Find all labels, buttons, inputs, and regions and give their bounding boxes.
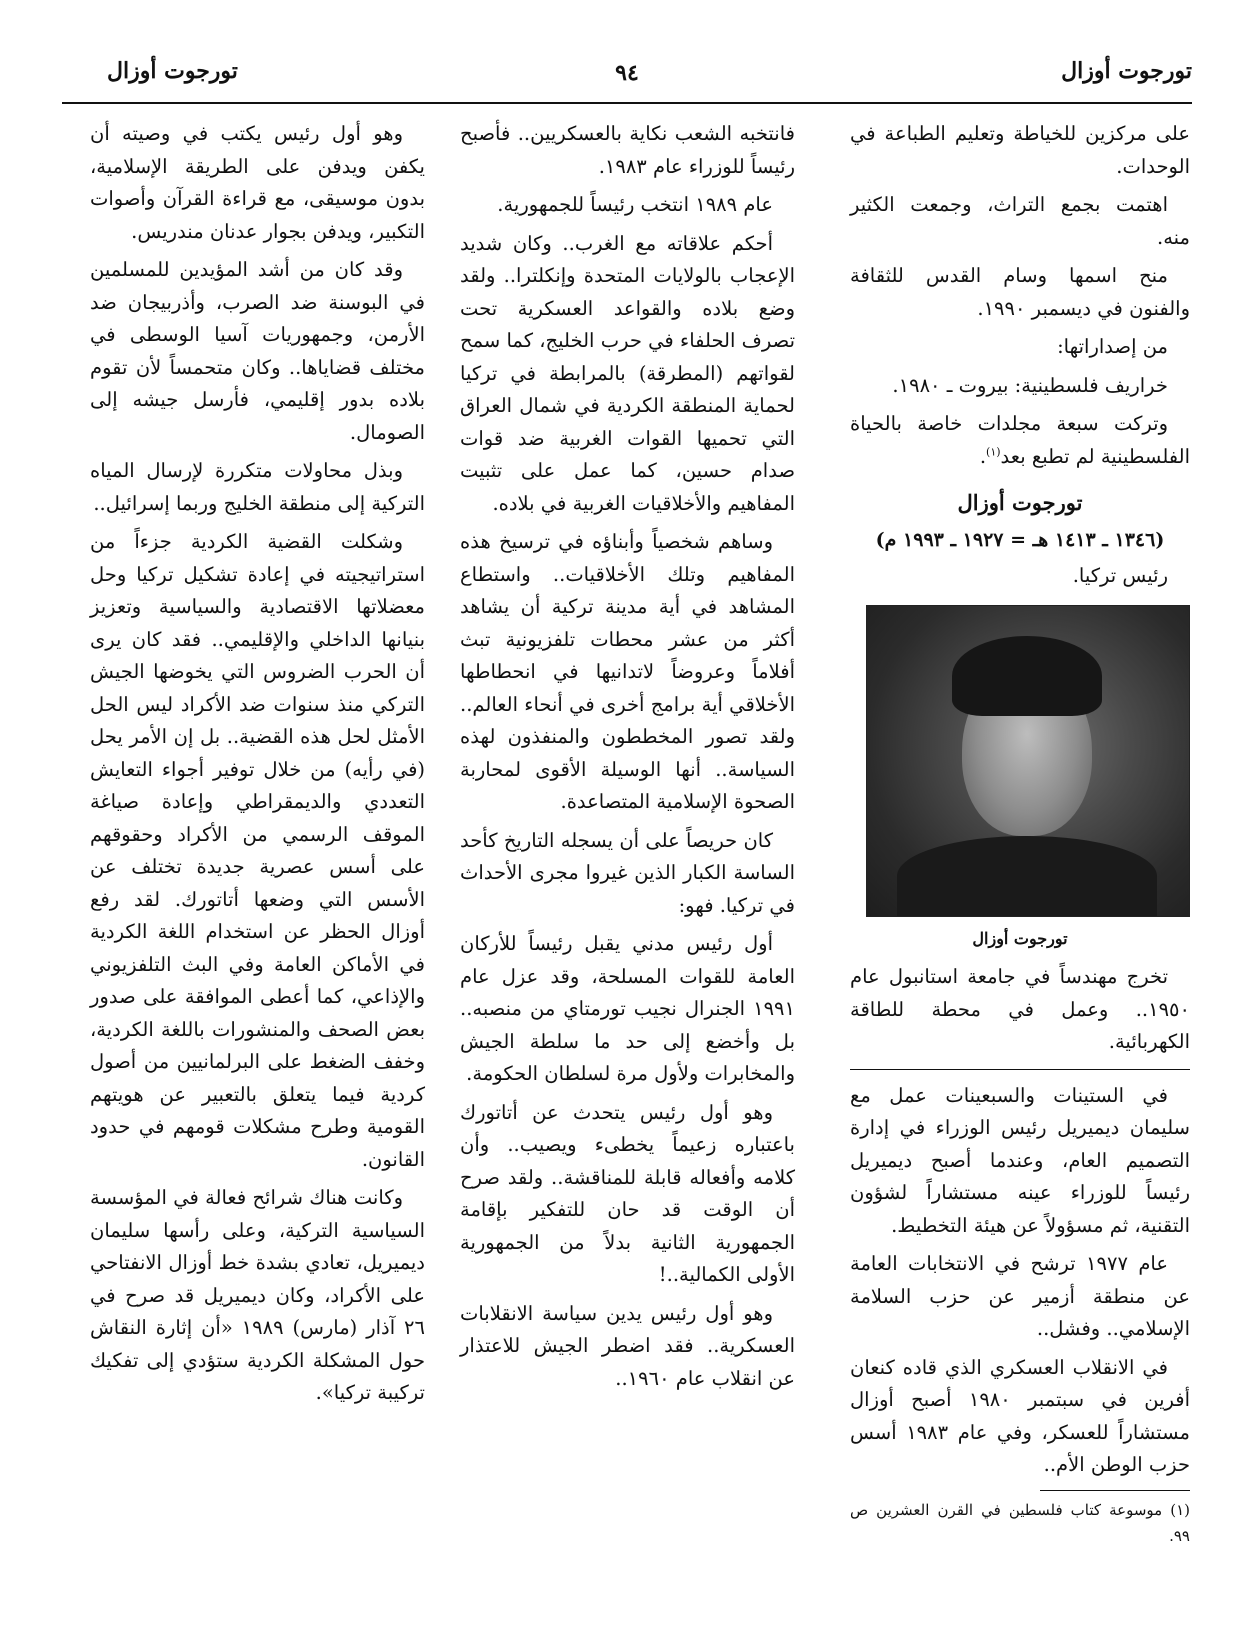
- paragraph: أول رئيس مدني يقبل رئيساً للأركان العامة للقوات المسلحة، وقد عزل عام ١٩٩١ الجنرال نجيب تورمتاي من منصبه.. بل وأخضع إلى حد ما سلطة الجيش والمخابرات ولأول مرة لسلطان الحكومة.: [460, 932, 795, 1085]
- paragraph: وشكلت القضية الكردية جزءاً من استراتيجيته في إعادة تشكيل تركيا وحل معضلاتها الاقتصادية والسياسية وتعزيز بنيانها الداخلي والإقليمي.. فقد كان يرى أن الحرب الضروس التي يخوضها الجيش التركي منذ سنوات ضد الأكراد ليس الحل الأمثل لحل هذه القضية.. بل إن الأمر يحل (في رأيه) من خلال توفير أجواء التعايش التعددي والديمقراطي وإعادة صياغة الموقف الرسمي من الأكراد وحقوقهم على أسس عصرية جديدة تختلف عن الأسس التي وضعها أتاتورك. لقد رفع أوزال الحظر عن استخدام اللغة الكردية في الأماكن العامة وفي البث التلفزيوني والإذاعي، كما أعطى الموافقة على صدور بعض الصحف والمنشورات باللغة الكردية، وخفف الضغط على البرلمانيين من أصول كردية فيما يتعلق بالتعبير عن هويتهم القومية وطرح مشكلات قومهم في حدود القانون.: [90, 530, 425, 1171]
- paragraph: وهو أول رئيس يكتب في وصيته أن يكفن ويدفن على الطريقة الإسلامية، بدون موسيقى، مع قراءة القرآن وأصوات التكبير، ويدفن بجوار عدنان مندريس.: [90, 122, 425, 243]
- entry-title: تورجوت أوزال: [957, 490, 1083, 515]
- paragraph: من إصداراتها:: [1057, 335, 1168, 358]
- paragraph: وساهم شخصياً وأبناؤه في ترسيخ هذه المفاهيم وتلك الأخلاقيات.. واستطاع المشاهد في أية مدينة تركية أن يشاهد أكثر من عشر محطات تلفزيونية تبث أفلاماً وعروضاً لاتدانيها في انحطاطها الأخلاقي أية برامج أخرى في أنحاء العالم.. ولقد تصور المخططون والمنفذون لهذه السياسة.. أنها الوسيلة الأقوى لمحاربة الصحوة الإسلامية المتصاعدة.: [460, 530, 795, 813]
- paragraph: عام ١٩٧٧ ترشح في الانتخابات العامة عن منطقة أزمير عن حزب السلامة الإسلامي.. وفشل..: [850, 1252, 1190, 1340]
- portrait-hair: [952, 636, 1102, 716]
- divider: [850, 1069, 1190, 1070]
- entry-dates: (١٣٤٦ ـ ١٤١٣ هـ = ١٩٢٧ ـ ١٩٩٣ م): [875, 528, 1165, 551]
- paragraph: وكانت هناك شرائح فعالة في المؤسسة السياسية التركية، وعلى رأسها سليمان ديميريل، تعادي بشدة خط أوزال الانفتاحي على الأكراد، وكان ديميريل قد صرح في ٢٦ آذار (مارس) ١٩٨٩ «أن إثارة النقاش حول المشكلة الكردية ستؤدي إلى تفكيك تركيبة تركيا».: [90, 1186, 425, 1404]
- running-title-left: تورجوت أوزال: [107, 58, 238, 84]
- column-left: [90, 118, 425, 1416]
- photo-caption: تورجوت أوزال: [972, 928, 1068, 948]
- column-middle: [460, 118, 795, 1401]
- paragraph: تخرج مهندساً في جامعة استانبول عام ١٩٥٠.. وعمل في محطة للطاقة الكهربائية.: [850, 965, 1190, 1053]
- paragraph-end: .: [979, 444, 987, 468]
- footnote-rule: [1040, 1490, 1190, 1491]
- paragraph: أحكم علاقاته مع الغرب.. وكان شديد الإعجاب بالولايات المتحدة وإنكلترا.. ولقد وضع بلاده والقواعد العسكرية تحت تصرف الحلفاء في حرب الخليج، كما سمح لقواتهم (المطرقة) بالمرابطة في تركيا لحماية المنطقة الكردية في شمال العراق التي تحميها القوات الغربية ضد قوات صدام حسين، كما عمل على تثبيت المفاهيم والأخلاقيات الغربية في بلاده.: [460, 231, 795, 515]
- footnote-ref: (١): [986, 445, 1001, 458]
- paragraph: على مركزين للخياطة وتعليم الطباعة في الوحدات.: [850, 122, 1190, 178]
- paragraph: في الستينات والسبعينات عمل مع سليمان ديميريل رئيس الوزراء في إدارة التصميم العام، وعندما أصبح ديميريل رئيساً للوزراء عينه مستشاراً لشؤون التقنية، ثم مسؤولاً عن هيئة التخطيط.: [850, 1083, 1190, 1237]
- portrait-shoulders: [897, 836, 1157, 916]
- paragraph: عام ١٩٨٩ انتخب رئيساً للجمهورية.: [497, 193, 773, 216]
- running-title-right: تورجوت أوزال: [1061, 58, 1192, 84]
- paragraph-with-footnote: [850, 408, 1190, 473]
- paragraph: في الانقلاب العسكري الذي قاده كنعان أفرين في سبتمبر ١٩٨٠ أصبح أوزال مستشاراً للعسكر، وفي عام ١٩٨٣ أسس حزب الوطن الأم..: [850, 1355, 1190, 1476]
- portrait-photo: [866, 605, 1190, 917]
- page-number: ٩٤: [615, 60, 639, 86]
- paragraph: خراريف فلسطينية: بيروت ـ ١٩٨٠.: [892, 373, 1168, 397]
- paragraph: كان حريصاً على أن يسجله التاريخ كأحد الساسة الكبار الذين غيروا مجرى الأحداث في تركيا. فهو:: [460, 828, 795, 917]
- paragraph: وبذل محاولات متكررة لإرسال المياه التركية إلى منطقة الخليج وربما إسرائيل..: [90, 459, 425, 515]
- paragraph: فانتخبه الشعب نكاية بالعسكريين.. فأصبح رئيساً للوزراء عام ١٩٨٣.: [460, 122, 795, 178]
- paragraph-text: وتركت سبعة مجلدات خاصة بالحياة الفلسطينية لم تطبع بعد: [850, 412, 1190, 468]
- paragraph: وهو أول رئيس يدين سياسة الانقلابات العسكرية.. فقد اضطر الجيش للاعتذار عن انقلاب عام ١٩٦٠..: [460, 1301, 795, 1390]
- paragraph: اهتمت بجمع التراث، وجمعت الكثير منه.: [850, 193, 1190, 249]
- paragraph: وقد كان من أشد المؤيدين للمسلمين في البوسنة ضد الصرب، وأذربيجان ضد الأرمن، وجمهوريات آسيا الوسطى في مختلف قضاياها.. وكان متحمساً لأن تقوم بلاده بدور إقليمي، فأرسل جيشه إلى الصومال.: [90, 258, 425, 444]
- footnote: (١) موسوعة كتاب فلسطين في القرن العشرين ص ٩٩.: [850, 1500, 1190, 1545]
- page-header: [62, 58, 1192, 104]
- paragraph: وهو أول رئيس يتحدث عن أتاتورك باعتباره زعيماً يخطىء ويصيب.. وأن كلامه وأفعاله قابلة للمناقشة.. ولقد صرح أن الوقت قد حان للتفكير بإقامة الجمهورية الثانية بدلاً من الجمهورية الأولى الكمالية..!: [460, 1100, 795, 1286]
- paragraph: رئيس تركيا.: [1072, 564, 1168, 587]
- paragraph: منح اسمها وسام القدس للثقافة والفنون في ديسمبر ١٩٩٠.: [850, 264, 1190, 320]
- column-right: [850, 118, 1190, 1555]
